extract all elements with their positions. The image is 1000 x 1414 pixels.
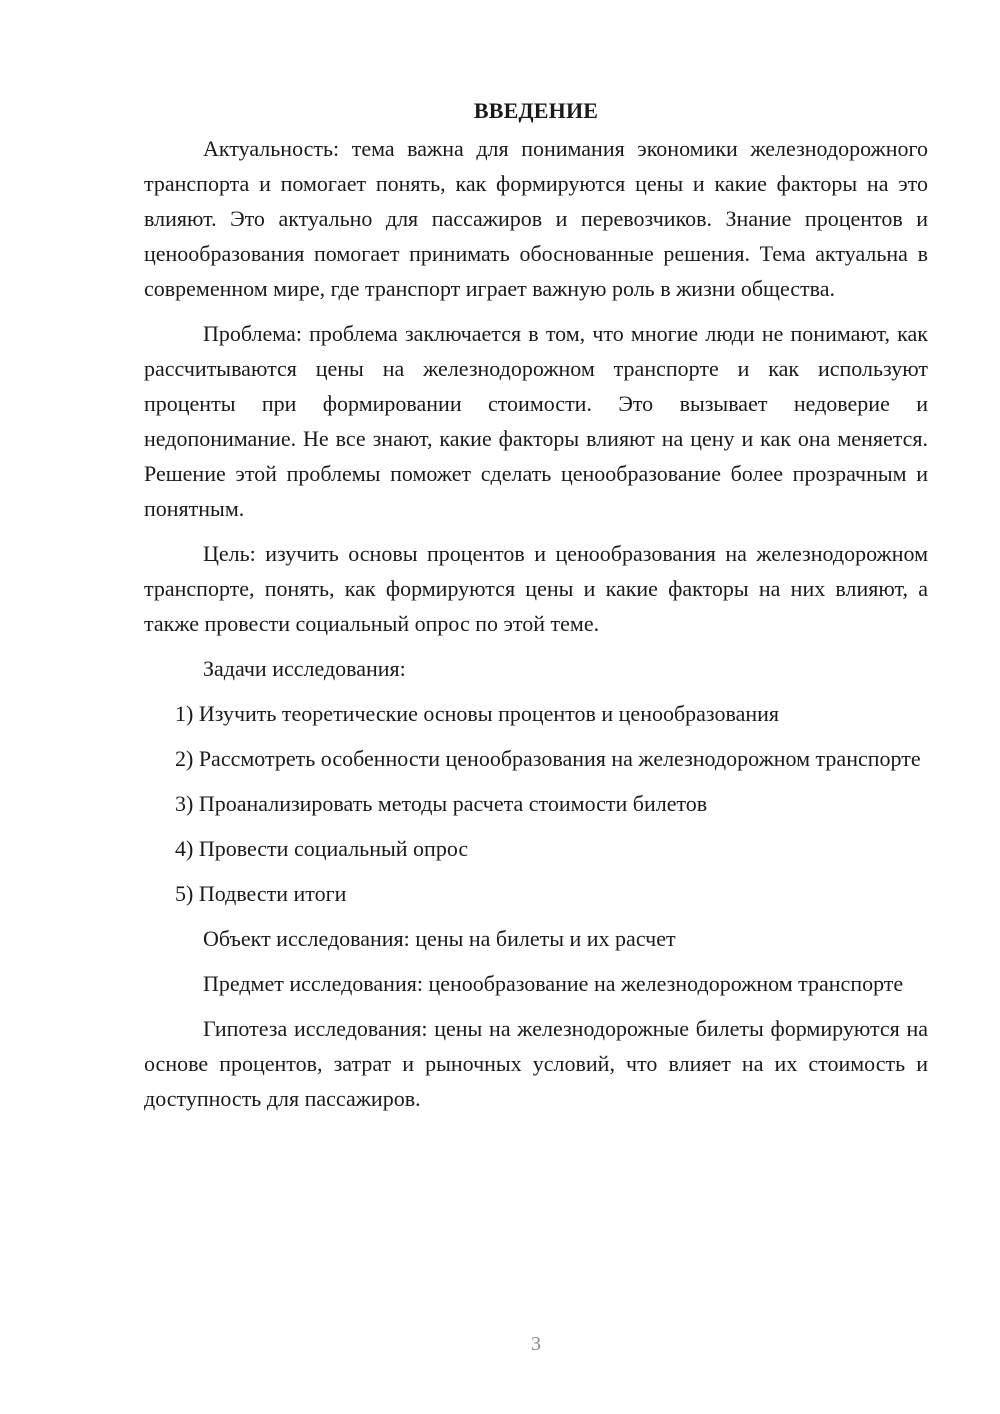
document-page [144, 92, 928, 1126]
list-item: 3) Проанализировать методы расчета стоимости билетов [175, 791, 708, 816]
tasks-heading: Задачи исследования: [203, 656, 406, 681]
list-item: 2) Рассмотреть особенности ценообразования на железнодорожном транспорте [175, 746, 921, 771]
paragraph-goal: Цель: изучить основы процентов и ценообразования на железнодорожном транспорте, понять, как формируются цены и какие факторы на них влияют, а также провести социальный опрос по этой теме. [144, 541, 928, 636]
paragraph-subject: Предмет исследования: ценообразование на железнодорожном транспорте [203, 971, 904, 996]
list-item: 1) Изучить теоретические основы процентов и ценообразования [175, 701, 780, 726]
page-number: 3 [531, 1333, 541, 1355]
tasks-list [144, 696, 928, 911]
section-title: ВВЕДЕНИЕ [473, 98, 599, 123]
list-item: 4) Провести социальный опрос [175, 836, 469, 861]
paragraph-hypothesis: Гипотеза исследования: цены на железнодорожные билеты формируются на основе процентов, затрат и рыночных условий, что влияет на их стоимость и доступность для пассажиров. [144, 1016, 928, 1111]
paragraph-object: Объект исследования: цены на билеты и их расчет [203, 926, 676, 951]
paragraph-relevance: Актуальность: тема важна для понимания экономики железнодорожного транспорта и помогает понять, как формируются цены и какие факторы на это влияют. Это актуально для пассажиров и перевозчиков. Знание процентов и ценообразования помогает принимать обоснованные решения. Тема актуальна в современном мире, где транспорт играет важную роль в жизни общества. [144, 136, 928, 301]
paragraph-problem: Проблема: проблема заключается в том, что многие люди не понимают, как рассчитываются цены на железнодорожном транспорте и как используют проценты при формировании стоимости. Это вызывает недоверие и недопонимание. Не все знают, какие факторы влияют на цену и как она меняется. Решение этой проблемы поможет сделать ценообразование более прозрачным и понятным. [144, 321, 928, 521]
list-item: 5) Подвести итоги [175, 881, 347, 906]
